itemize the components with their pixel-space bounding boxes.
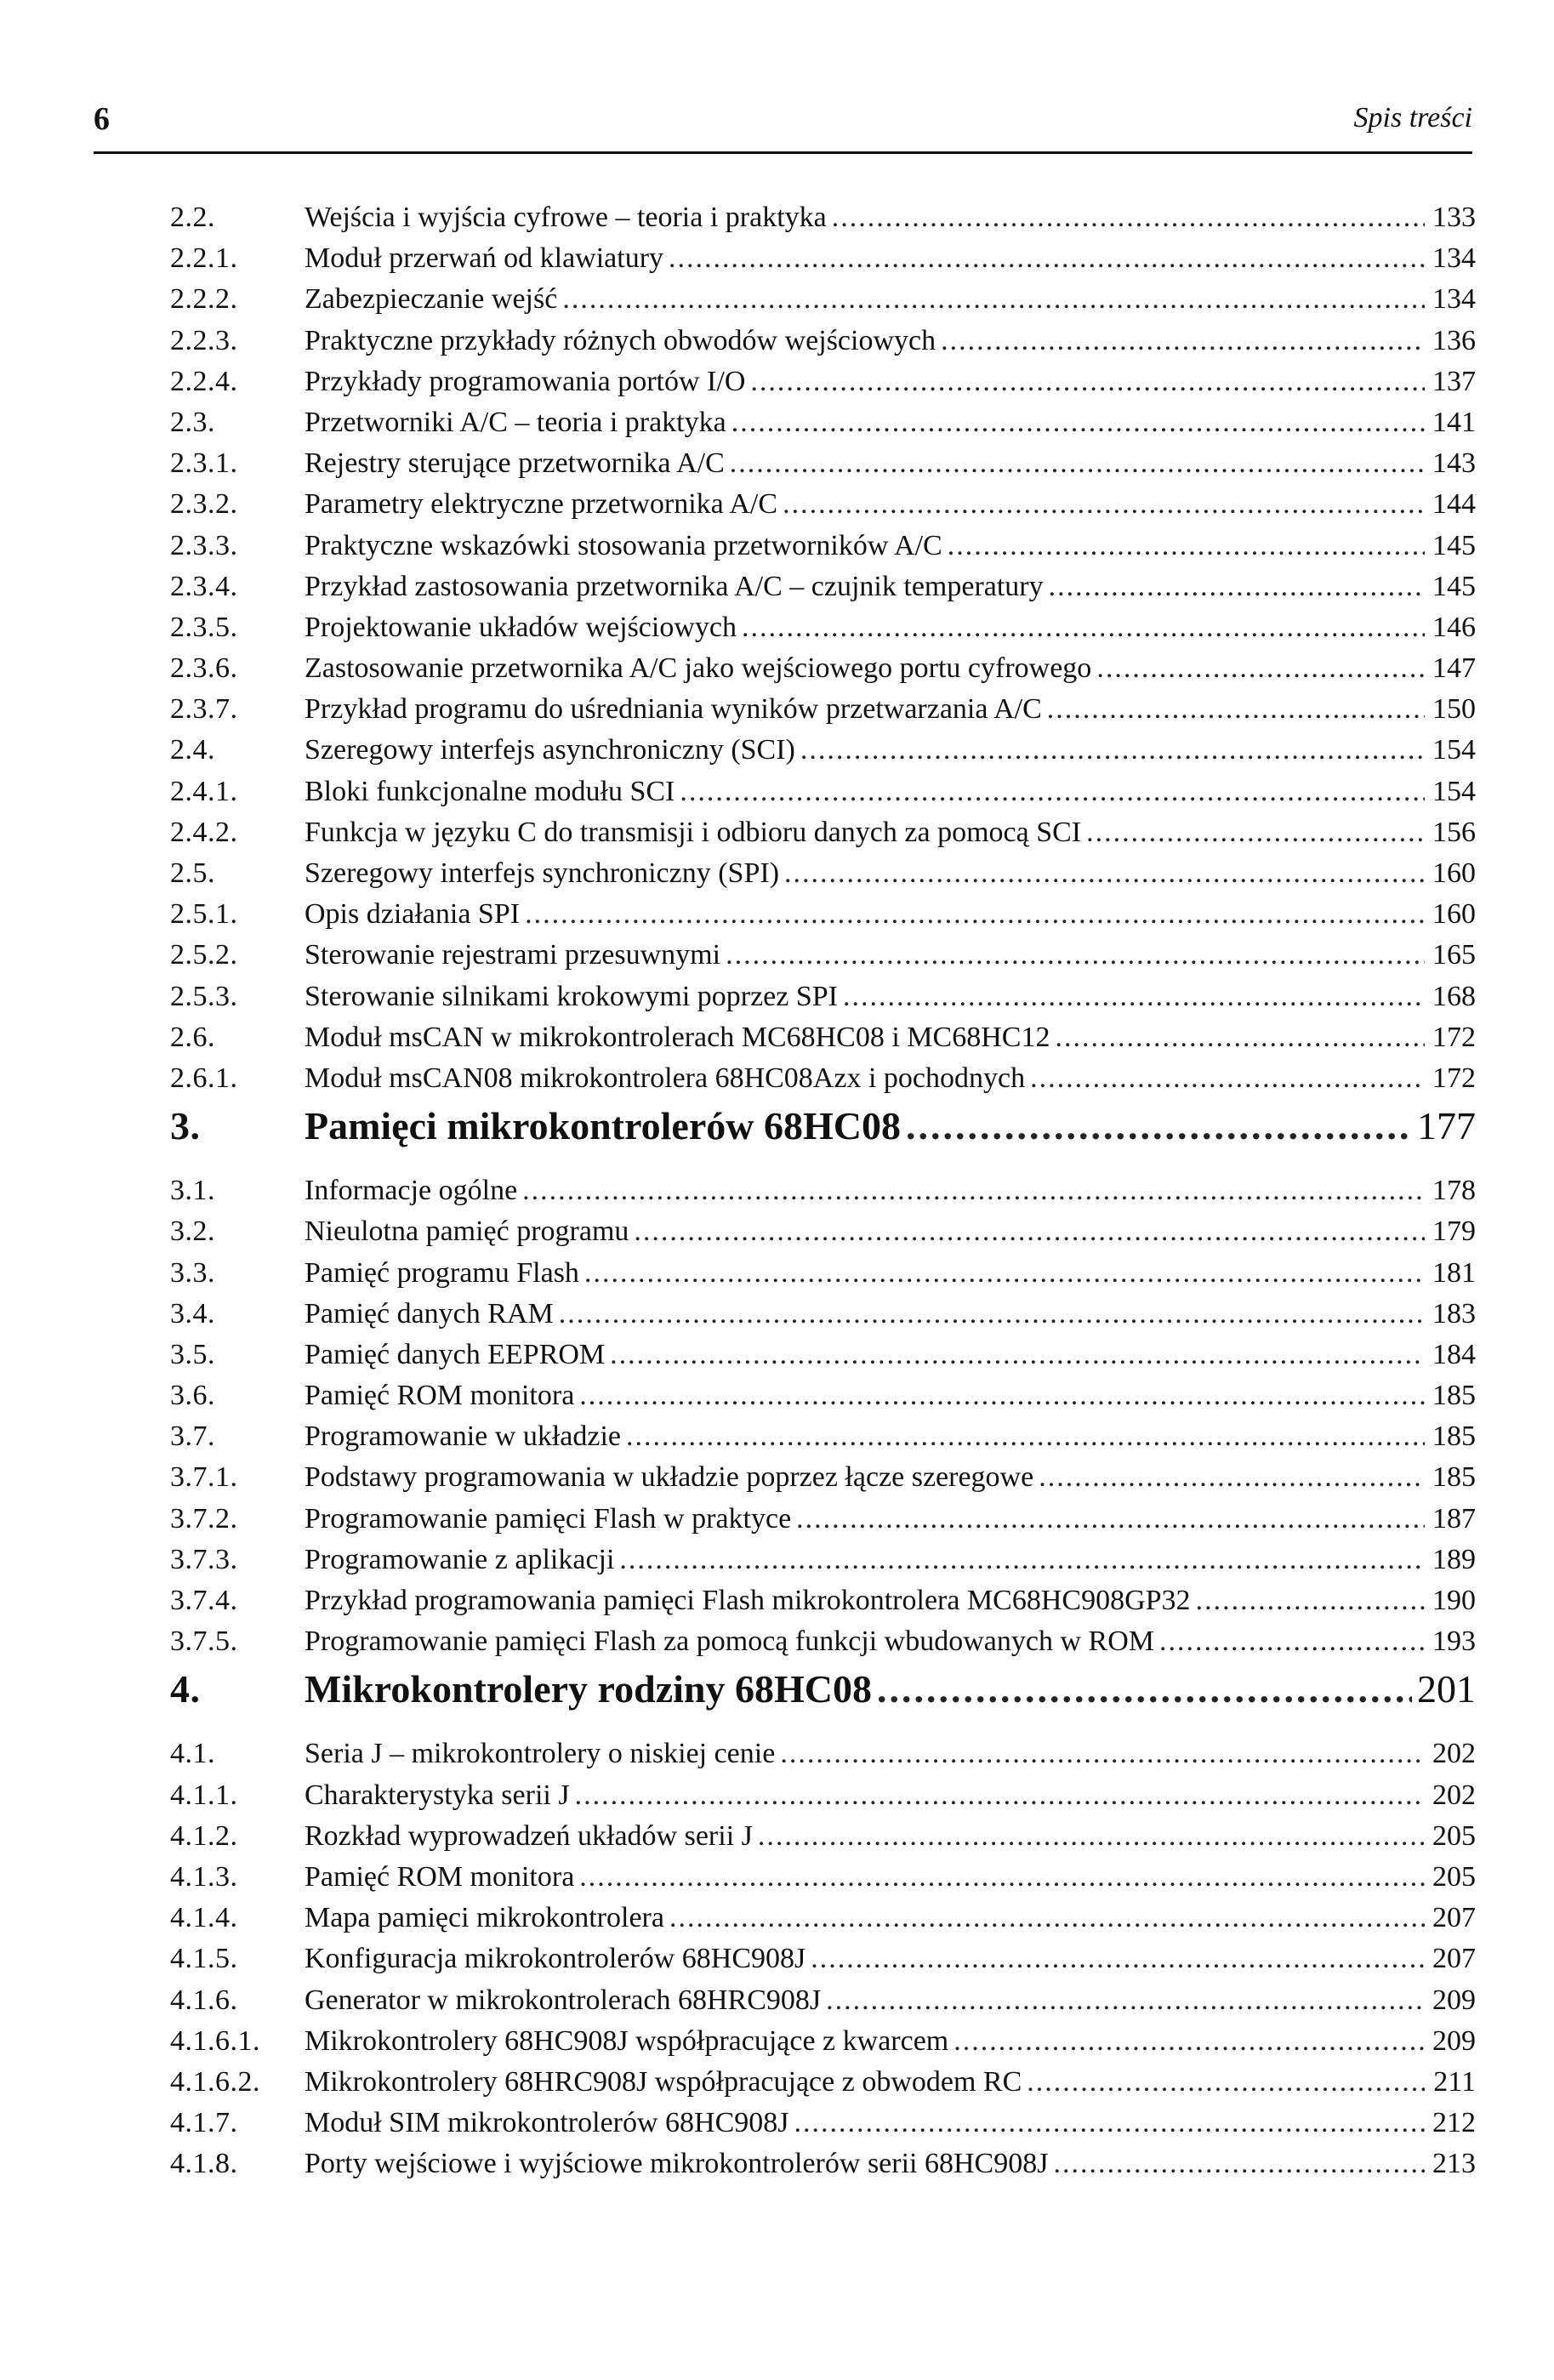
- toc-section-number: 2.3.1.: [170, 447, 238, 480]
- dot-leader: [906, 1106, 1412, 1147]
- toc-page-number: 185: [1432, 1461, 1476, 1494]
- toc-row: [170, 1170, 1476, 1211]
- dot-leader: [1047, 689, 1425, 730]
- toc-section-title: Mikrokontrolery 68HRC908J współpracujące z obwodem RC: [305, 2065, 1022, 2098]
- toc-section-title: Generator w mikrokontrolerach 68HRC908J: [305, 1984, 822, 2016]
- dot-leader: [525, 894, 1425, 935]
- toc-row: [170, 1457, 1476, 1498]
- toc-page-number: 144: [1432, 488, 1476, 521]
- toc-row: [170, 1857, 1476, 1898]
- toc-row: [170, 1621, 1476, 1662]
- dot-leader: [758, 1816, 1425, 1857]
- toc-row: [170, 1734, 1476, 1774]
- toc-section-title: Pamięć ROM monitora: [305, 1860, 575, 1893]
- toc-page-number: 154: [1432, 734, 1476, 766]
- table-of-contents: [170, 197, 1476, 2184]
- toc-section-number: 4.1.6.2.: [170, 2065, 260, 2098]
- toc-page-number: 187: [1432, 1502, 1476, 1534]
- toc-section-title: Programowanie w układzie: [305, 1421, 621, 1453]
- dot-leader: [1053, 2144, 1425, 2184]
- dot-leader: [1096, 648, 1425, 689]
- toc-section-title: Praktyczne wskazówki stosowania przetworników A/C: [305, 529, 942, 561]
- toc-page-number: 207: [1432, 1902, 1476, 1934]
- toc-section-title: Seria J – mikrokontrolery o niskiej cenie: [305, 1738, 776, 1770]
- toc-section-number: 4.1.7.: [170, 2107, 238, 2139]
- toc-section-number: 3.3.: [170, 1256, 215, 1289]
- toc-section-title: Charakterystyka serii J: [305, 1779, 570, 1811]
- toc-section-title: Zastosowanie przetwornika A/C jako wejściowego portu cyfrowego: [305, 652, 1092, 685]
- dot-leader: [780, 1734, 1425, 1774]
- toc-section-number: 3.7.5.: [170, 1626, 238, 1658]
- toc-row: [170, 689, 1476, 730]
- toc-section-number: 3.7.1.: [170, 1461, 238, 1494]
- toc-section-title: Pamięć danych EEPROM: [305, 1338, 606, 1370]
- toc-page-number: 160: [1432, 898, 1476, 931]
- dot-leader: [731, 402, 1425, 443]
- dot-leader: [1027, 2062, 1425, 2103]
- dot-leader: [579, 1857, 1425, 1898]
- toc-page-number: 202: [1432, 1738, 1476, 1770]
- dot-leader: [784, 853, 1425, 894]
- toc-page-number: 190: [1432, 1585, 1476, 1616]
- toc-section-title: Podstawy programowania w układzie poprzez łącze szeregowe: [305, 1461, 1034, 1494]
- toc-row: [170, 484, 1476, 525]
- toc-row: [170, 443, 1476, 484]
- toc-page-number: 205: [1432, 1860, 1476, 1893]
- toc-section-title: Pamięć danych RAM: [305, 1297, 554, 1329]
- toc-section-number: 2.2.3.: [170, 324, 238, 356]
- toc-section-number: 4.1.: [170, 1738, 215, 1770]
- toc-section-number: 2.2.: [170, 202, 215, 233]
- toc-section-title: Szeregowy interfejs asynchroniczny (SCI): [305, 734, 795, 766]
- toc-chapter-row: [170, 1669, 1476, 1734]
- toc-page-number: 185: [1432, 1421, 1476, 1453]
- toc-section-number: 4.1.2.: [170, 1819, 238, 1852]
- toc-section-number: 2.3.4.: [170, 570, 238, 602]
- toc-page-number: 145: [1432, 529, 1476, 561]
- toc-section-number: 4.1.5.: [170, 1943, 238, 1975]
- dot-leader: [634, 1211, 1425, 1252]
- dot-leader: [742, 607, 1425, 648]
- toc-section-number: 3.7.4.: [170, 1585, 238, 1616]
- toc-row: [170, 279, 1476, 320]
- dot-leader: [730, 443, 1425, 484]
- toc-section-number: 2.4.: [170, 734, 215, 766]
- toc-row: [170, 197, 1476, 238]
- dot-leader: [680, 772, 1425, 812]
- running-title: Spis treści: [1353, 102, 1472, 134]
- toc-page-number: 181: [1432, 1256, 1476, 1289]
- dot-leader: [562, 279, 1425, 320]
- toc-section-number: 4.1.6.1.: [170, 2024, 260, 2057]
- toc-page-number: 146: [1432, 611, 1476, 643]
- toc-section-title: Pamięci mikrokontrolerów 68HC08: [305, 1104, 901, 1148]
- toc-row: [170, 2144, 1476, 2184]
- toc-page-number: 168: [1432, 980, 1476, 1012]
- dot-leader: [1049, 567, 1425, 607]
- dot-leader: [811, 1939, 1425, 1979]
- toc-section-title: Mikrokontrolery 68HC908J współpracujące z kwarcem: [305, 2024, 949, 2057]
- toc-section-title: Mikrokontrolery rodziny 68HC08: [305, 1667, 872, 1711]
- dot-leader: [626, 1416, 1425, 1457]
- toc-section-number: 3.4.: [170, 1297, 215, 1329]
- toc-section-number: 2.5.1.: [170, 898, 238, 931]
- toc-section-title: Praktyczne przykłady różnych obwodów wejściowych: [305, 324, 936, 356]
- toc-row: [170, 1017, 1476, 1058]
- toc-row: [170, 772, 1476, 812]
- dot-leader: [579, 1375, 1425, 1416]
- toc-section-number: 2.5.: [170, 857, 215, 889]
- dot-leader: [832, 197, 1425, 238]
- dot-leader: [1159, 1621, 1425, 1662]
- toc-page-number: 211: [1433, 2065, 1476, 2098]
- toc-row: [170, 2103, 1476, 2144]
- toc-section-title: Programowanie pamięci Flash za pomocą funkcji wbudowanych w ROM: [305, 1626, 1154, 1658]
- toc-row: [170, 1540, 1476, 1580]
- toc-row: [170, 2021, 1476, 2062]
- toc-section-title: Przykład zastosowania przetwornika A/C – czujnik temperatury: [305, 570, 1044, 602]
- toc-row: [170, 812, 1476, 853]
- dot-leader: [783, 484, 1425, 525]
- toc-row: [170, 1939, 1476, 1979]
- toc-page-number: 172: [1432, 1062, 1476, 1094]
- dot-leader: [619, 1540, 1425, 1580]
- toc-section-number: 2.3.2.: [170, 488, 238, 521]
- toc-section-number: 3.7.: [170, 1421, 215, 1453]
- toc-page-number: 184: [1432, 1338, 1476, 1370]
- page-header: [94, 100, 1472, 154]
- dot-leader: [948, 526, 1425, 567]
- dot-leader: [750, 362, 1425, 402]
- dot-leader: [1039, 1457, 1425, 1498]
- toc-section-number: 2.5.3.: [170, 980, 238, 1012]
- toc-section-number: 2.5.2.: [170, 939, 238, 971]
- toc-page-number: 201: [1417, 1667, 1476, 1711]
- toc-section-number: 4.1.3.: [170, 1860, 238, 1893]
- toc-row: [170, 1058, 1476, 1099]
- toc-page-number: 193: [1432, 1626, 1476, 1658]
- toc-page-number: 202: [1432, 1779, 1476, 1811]
- toc-row: [170, 1499, 1476, 1540]
- toc-page-number: 137: [1432, 365, 1476, 397]
- toc-page-number: 165: [1432, 939, 1476, 971]
- toc-section-number: 2.4.2.: [170, 816, 238, 848]
- toc-section-title: Informacje ogólne: [305, 1175, 518, 1207]
- toc-section-number: 2.2.2.: [170, 283, 238, 316]
- toc-row: [170, 2062, 1476, 2103]
- toc-page-number: 160: [1432, 857, 1476, 889]
- toc-section-number: 3.7.3.: [170, 1543, 238, 1575]
- dot-leader: [826, 1980, 1425, 2021]
- dot-leader: [843, 976, 1425, 1017]
- toc-page-number: 172: [1432, 1021, 1476, 1053]
- toc-page-number: 134: [1432, 242, 1476, 275]
- toc-section-title: Programowanie pamięci Flash w praktyce: [305, 1502, 792, 1534]
- toc-page-number: 178: [1432, 1175, 1476, 1207]
- toc-page-number: 143: [1432, 447, 1476, 480]
- toc-section-title: Przykład programowania pamięci Flash mikrokontrolera MC68HC908GP32: [305, 1585, 1191, 1616]
- toc-page-number: 207: [1432, 1943, 1476, 1975]
- toc-row: [170, 1375, 1476, 1416]
- toc-row: [170, 1294, 1476, 1335]
- toc-section-number: 3.: [170, 1104, 201, 1148]
- toc-section-number: 3.6.: [170, 1380, 215, 1412]
- dot-leader: [669, 1898, 1425, 1939]
- dot-leader: [669, 238, 1425, 279]
- dot-leader: [1086, 812, 1425, 853]
- toc-row: [170, 1898, 1476, 1939]
- toc-chapter-row: [170, 1106, 1476, 1170]
- toc-section-number: 2.6.1.: [170, 1062, 238, 1094]
- toc-section-number: 3.2.: [170, 1216, 215, 1248]
- toc-section-number: 2.4.1.: [170, 775, 238, 807]
- toc-row: [170, 1816, 1476, 1857]
- toc-row: [170, 1416, 1476, 1457]
- toc-section-title: Moduł msCAN08 mikrokontrolera 68HC08Azx i pochodnych: [305, 1062, 1026, 1094]
- toc-page-number: 156: [1432, 816, 1476, 848]
- toc-section-title: Przetworniki A/C – teoria i praktyka: [305, 406, 726, 438]
- toc-page-number: 134: [1432, 283, 1476, 316]
- toc-section-number: 4.1.8.: [170, 2148, 238, 2180]
- toc-section-title: Rejestry sterujące przetwornika A/C: [305, 447, 725, 480]
- toc-section-title: Rozkład wyprowadzeń układów serii J: [305, 1819, 753, 1852]
- toc-section-title: Pamięć ROM monitora: [305, 1380, 575, 1412]
- toc-section-number: 3.7.2.: [170, 1502, 238, 1534]
- toc-section-title: Opis działania SPI: [305, 898, 521, 931]
- toc-section-title: Nieulotna pamięć programu: [305, 1216, 629, 1248]
- toc-row: [170, 321, 1476, 362]
- toc-section-title: Wejścia i wyjścia cyfrowe – teoria i praktyka: [305, 202, 827, 233]
- dot-leader: [1196, 1580, 1425, 1621]
- dot-leader: [584, 1253, 1425, 1294]
- dot-leader: [1055, 1017, 1425, 1058]
- toc-page-number: 145: [1432, 570, 1476, 602]
- toc-page-number: 136: [1432, 324, 1476, 356]
- toc-page-number: 185: [1432, 1380, 1476, 1412]
- toc-page-number: 205: [1432, 1819, 1476, 1852]
- toc-section-number: 4.1.1.: [170, 1779, 238, 1811]
- toc-section-number: 2.3.6.: [170, 652, 238, 685]
- toc-row: [170, 526, 1476, 567]
- dot-leader: [559, 1294, 1425, 1335]
- dot-leader: [794, 2103, 1426, 2144]
- toc-section-title: Projektowanie układów wejściowych: [305, 611, 737, 643]
- toc-section-number: 2.2.4.: [170, 365, 238, 397]
- toc-section-title: Mapa pamięci mikrokontrolera: [305, 1902, 664, 1934]
- toc-section-title: Moduł SIM mikrokontrolerów 68HC908J: [305, 2107, 789, 2139]
- toc-section-title: Programowanie z aplikacji: [305, 1543, 615, 1575]
- toc-page-number: 154: [1432, 775, 1476, 807]
- toc-section-title: Sterowanie rejestrami przesuwnymi: [305, 939, 721, 971]
- toc-section-title: Zabezpieczanie wejść: [305, 283, 558, 316]
- toc-row: [170, 1211, 1476, 1252]
- toc-page-number: 213: [1432, 2148, 1476, 2180]
- toc-row: [170, 1580, 1476, 1621]
- toc-row: [170, 567, 1476, 607]
- dot-leader: [796, 1499, 1425, 1540]
- toc-section-title: Parametry elektryczne przetwornika A/C: [305, 488, 778, 521]
- toc-section-number: 4.1.4.: [170, 1902, 238, 1934]
- toc-row: [170, 976, 1476, 1017]
- toc-section-number: 3.5.: [170, 1338, 215, 1370]
- toc-section-title: Sterowanie silnikami krokowymi poprzez SPI: [305, 980, 839, 1012]
- toc-section-number: 3.1.: [170, 1175, 215, 1207]
- toc-page-number: 177: [1417, 1104, 1476, 1148]
- toc-page-number: 209: [1432, 1984, 1476, 2016]
- toc-row: [170, 402, 1476, 443]
- dot-leader: [522, 1170, 1425, 1211]
- page-number: 6: [94, 101, 110, 137]
- toc-section-number: 2.6.: [170, 1021, 215, 1053]
- toc-row: [170, 894, 1476, 935]
- toc-page-number: 150: [1432, 693, 1476, 726]
- toc-section-title: Szeregowy interfejs synchroniczny (SPI): [305, 857, 780, 889]
- dot-leader: [800, 730, 1425, 771]
- toc-section-title: Moduł msCAN w mikrokontrolerach MC68HC08 i MC68HC12: [305, 1021, 1050, 1053]
- toc-row: [170, 853, 1476, 894]
- toc-row: [170, 362, 1476, 402]
- toc-section-title: Bloki funkcjonalne modułu SCI: [305, 775, 675, 807]
- dot-leader: [953, 2021, 1425, 2062]
- toc-row: [170, 1335, 1476, 1375]
- toc-row: [170, 935, 1476, 976]
- dot-leader: [610, 1335, 1425, 1375]
- toc-page-number: 209: [1432, 2024, 1476, 2057]
- toc-section-number: 2.3.3.: [170, 529, 238, 561]
- toc-page-number: 141: [1432, 406, 1476, 438]
- toc-row: [170, 730, 1476, 771]
- toc-page-number: 183: [1432, 1297, 1476, 1329]
- toc-section-title: Moduł przerwań od klawiatury: [305, 242, 664, 275]
- toc-page-number: 147: [1432, 652, 1476, 685]
- toc-section-title: Porty wejściowe i wyjściowe mikrokontrolerów serii 68HC908J: [305, 2148, 1049, 2180]
- toc-section-number: 2.3.7.: [170, 693, 238, 726]
- toc-section-number: 2.3.: [170, 406, 215, 438]
- dot-leader: [726, 935, 1425, 976]
- toc-page-number: 179: [1432, 1216, 1476, 1248]
- toc-section-title: Przykłady programowania portów I/O: [305, 365, 746, 397]
- dot-leader: [941, 321, 1425, 362]
- toc-section-number: 4.: [170, 1667, 201, 1711]
- toc-section-title: Funkcja w języku C do transmisji i odbioru danych za pomocą SCI: [305, 816, 1082, 848]
- toc-section-title: Konfiguracja mikrokontrolerów 68HC908J: [305, 1943, 806, 1975]
- toc-section-number: 2.2.1.: [170, 242, 238, 275]
- toc-section-title: Pamięć programu Flash: [305, 1256, 579, 1289]
- toc-section-title: Przykład programu do uśredniania wyników przetwarzania A/C: [305, 693, 1042, 726]
- dot-leader: [575, 1775, 1425, 1816]
- toc-row: [170, 1253, 1476, 1294]
- toc-page-number: 212: [1432, 2107, 1476, 2139]
- toc-section-number: 4.1.6.: [170, 1984, 238, 2016]
- toc-section-number: 2.3.5.: [170, 611, 238, 643]
- toc-row: [170, 648, 1476, 689]
- toc-row: [170, 238, 1476, 279]
- toc-page-number: 189: [1432, 1543, 1476, 1575]
- dot-leader: [1030, 1058, 1425, 1099]
- dot-leader: [877, 1669, 1412, 1710]
- toc-row: [170, 1980, 1476, 2021]
- toc-row: [170, 607, 1476, 648]
- toc-page-number: 133: [1432, 202, 1476, 233]
- toc-row: [170, 1775, 1476, 1816]
